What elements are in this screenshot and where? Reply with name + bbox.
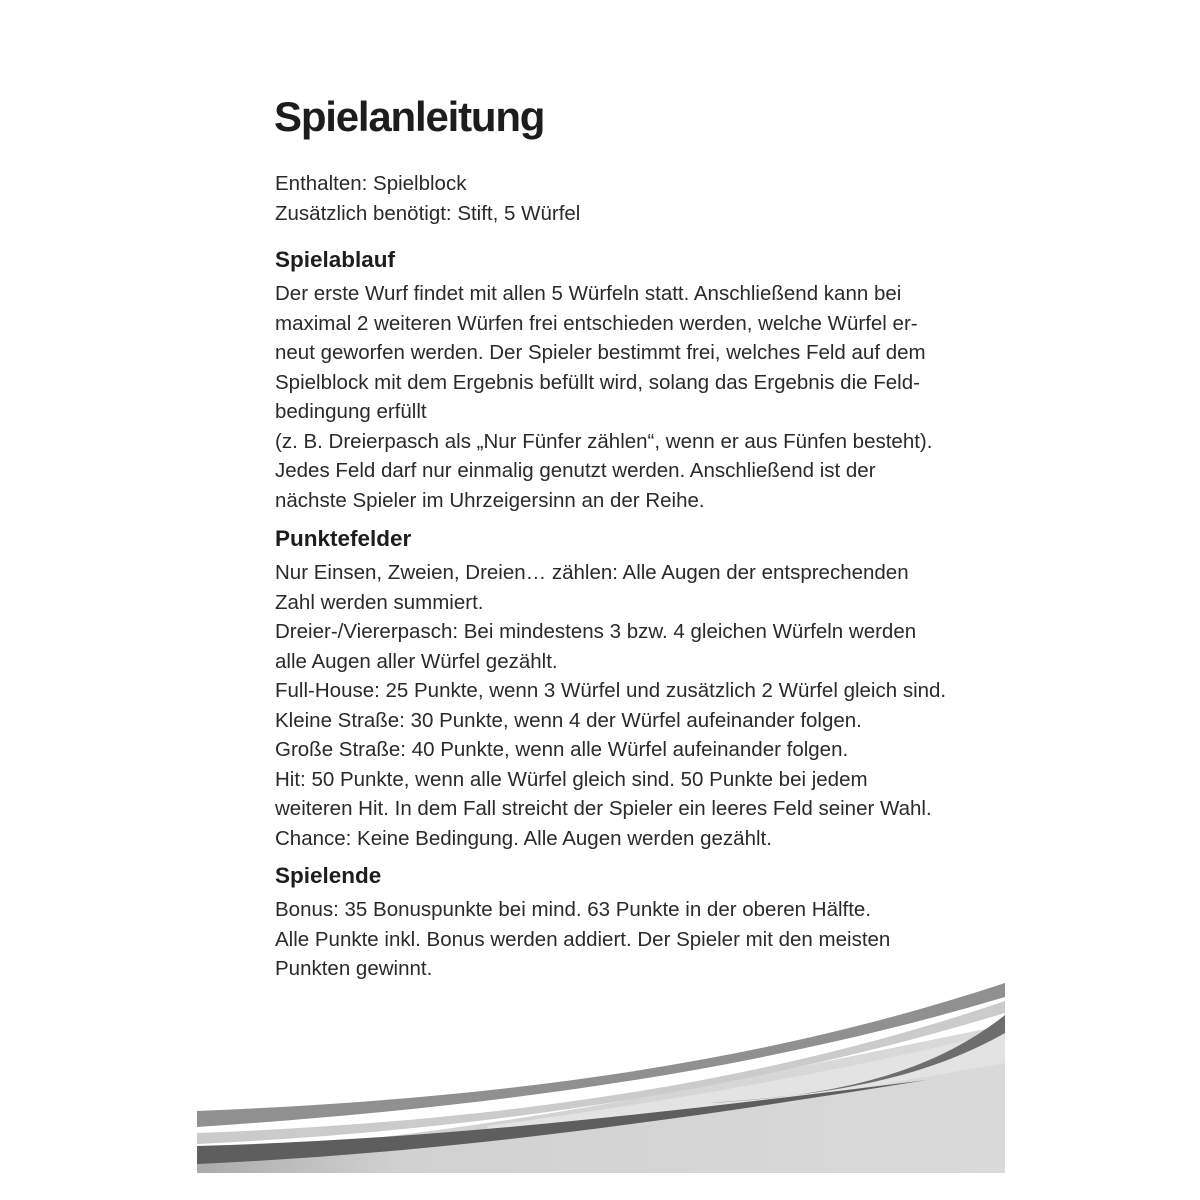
page-title: Spielanleitung (274, 93, 545, 140)
section-body-spielende (275, 895, 890, 984)
text-line: Zusätzlich benötigt: Stift, 5 Würfel (275, 201, 581, 225)
text-line: Kleine Straße: 30 Punkte, wenn 4 der Würfel aufeinander folgen. (275, 708, 862, 732)
text-line: Punkten gewinnt. (275, 957, 433, 980)
text-line: Spielblock mit dem Ergebnis befüllt wird, solang das Ergebnis die Feld- (275, 370, 920, 394)
text-line: weiteren Hit. In dem Fall streicht der Spieler ein leeres Feld seiner Wahl. (275, 797, 932, 820)
text-line: Alle Punkte inkl. Bonus werden addiert. Der Spieler mit den meisten (275, 927, 891, 951)
text-line: Chance: Keine Bedingung. Alle Augen werden gezählt. (275, 826, 772, 850)
text-line: nächste Spieler im Uhrzeigersinn an der Reihe. (275, 488, 705, 512)
text-line: Full-House: 25 Punkte, wenn 3 Würfel und zusätzlich 2 Würfel gleich sind. (275, 679, 947, 702)
text-line: Dreier-/Viererpasch: Bei mindestens 3 bzw. 4 gleichen Würfeln werden (275, 620, 917, 643)
intro-lines (275, 169, 580, 228)
text-line: (z. B. Dreierpasch als „Nur Fünfer zählen“, wenn er aus Fünfen besteht). (275, 429, 933, 453)
text-line: Zahl werden summiert. (275, 590, 484, 614)
text-line: neut geworfen werden. Der Spieler bestimmt frei, welches Feld auf dem (275, 341, 926, 364)
footer-swoosh-graphic (197, 983, 1005, 1173)
section-punktefelder (275, 526, 946, 853)
text-line: Der erste Wurf findet mit allen 5 Würfeln statt. Anschließend kann bei (275, 282, 902, 305)
text-line: Nur Einsen, Zweien, Dreien… zählen: Alle Augen der entsprechenden (275, 561, 909, 584)
text-line: bedingung erfüllt (275, 400, 427, 423)
section-body-spielablauf (275, 279, 932, 515)
text-line: Bonus: 35 Bonuspunkte bei mind. 63 Punkte in der oberen Hälfte. (275, 898, 872, 921)
text-line: alle Augen aller Würfel gezählt. (275, 649, 558, 673)
section-spielende (275, 863, 890, 984)
section-heading-spielablauf: Spielablauf (275, 247, 396, 272)
section-spielablauf (275, 247, 932, 515)
text-line: Enthalten: Spielblock (275, 172, 467, 195)
text-line: Jedes Feld darf nur einmalig genutzt werden. Anschließend ist der (275, 459, 876, 482)
text-line: Große Straße: 40 Punkte, wenn alle Würfel aufeinander folgen. (275, 738, 849, 761)
section-body-punktefelder (275, 558, 946, 853)
text-line: Hit: 50 Punkte, wenn alle Würfel gleich sind. 50 Punkte bei jedem (275, 767, 868, 791)
section-heading-spielende: Spielende (275, 863, 382, 888)
section-heading-punktefelder: Punktefelder (275, 526, 412, 551)
text-line: maximal 2 weiteren Würfen frei entschieden werden, welche Würfel er- (275, 311, 918, 335)
